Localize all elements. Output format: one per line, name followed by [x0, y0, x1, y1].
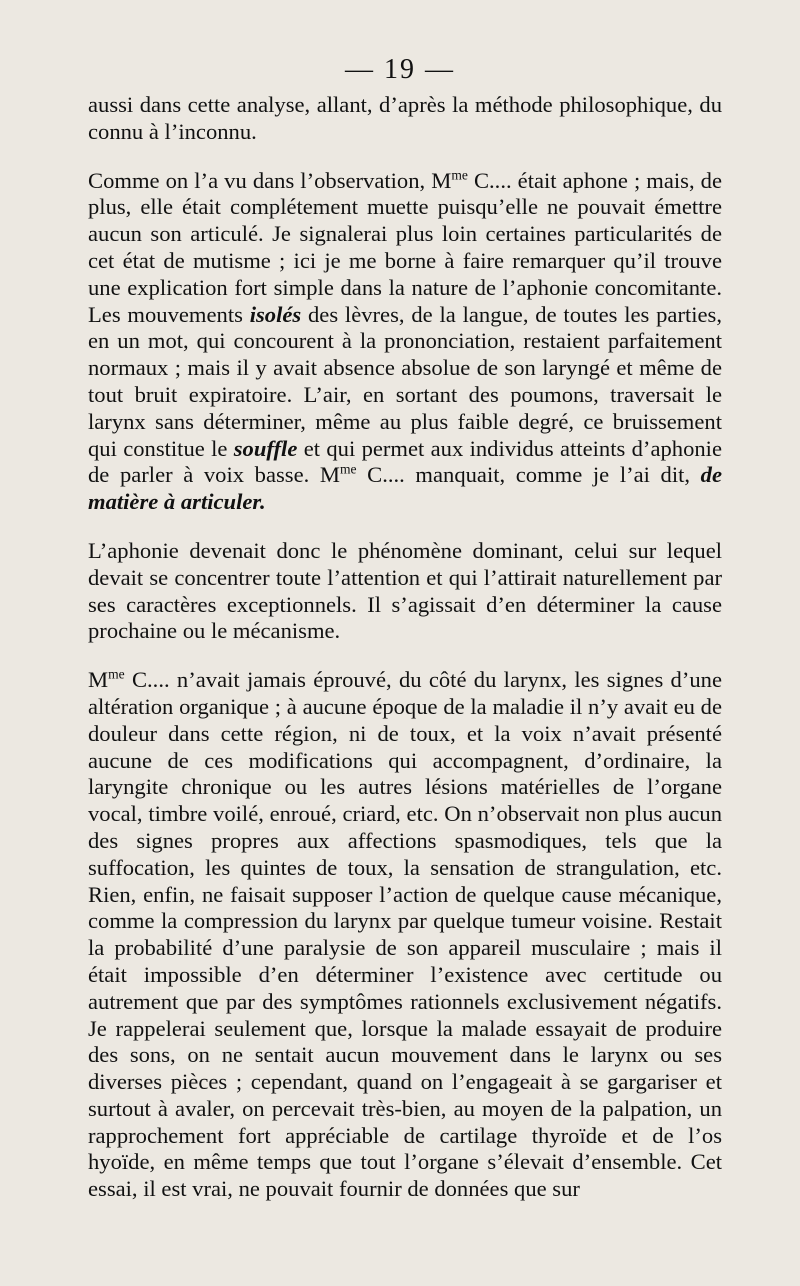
paragraph-2: [88, 168, 722, 516]
page-number: — 19 —: [345, 54, 455, 85]
paragraph-4-part-2: C.... n’avait jamais éprouvé, du côté du larynx, les signes d’une altération organique ; à aucune époque de la maladie il n’y avait eu de douleur dans cette région, ni de toux, et la voix n’avait présenté aucune de ces modifications qui accompagnent, d’ordinaire, la laryngite chronique ou les autres lésions matérielles de l’organe vocal, timbre voilé, enroué, criard, etc. On n’observait non plus aucun des signes propres aux affections spasmodiques, tels que la suffocation, les quintes de toux, la sensation de strangulation, etc. Rien, enfin, ne faisait supposer l’action de quelque cause mécanique, comme la compression du larynx par quelque tumeur voisine. Restait la probabilité d’une paralysie de son appareil musculaire ; mais il était impossible d’en déterminer l’existence avec certitude ou autrement que par des symptômes rationnels exclusivement négatifs. Je rappelerai seulement que, lorsque la malade essayait de produire des sons, on ne sentait aucun mouvement dans le larynx ou ses diverses pièces ; cependant, quand on l’engageait à se gargariser et surtout à avaler, on percevait très-bien, au moyen de la palpation, un rapprochement fort appréciable de cartilage thyroïde et de l’os hyoïde, en même temps que tout l’organe s’élevait d’ensemble. Cet essai, il est vrai, ne pouvait fournir de données que sur: [88, 667, 722, 1202]
italic-de-matiere-a-articuler: de matière à articuler.: [88, 462, 722, 515]
italic-souffle: souffle: [233, 435, 298, 461]
superscript-me-2: me: [339, 461, 357, 477]
paragraph-2-part-5: C.... manquait, comme je l’ai dit,: [356, 462, 701, 488]
paragraph-3: L’aphonie devenait donc le phénomène dominant, celui sur lequel devait se concentrer toute l’attention et qui l’attirait naturellement par ses caractères exceptionnels. Il s’agissait d’en déterminer la cause prochaine ou le mécanisme.: [88, 537, 722, 644]
paragraph-2-part-3: des lèvres, de la langue, de toutes les parties, en un mot, qui concourent à la prononciation, restaient parfaitement normaux ; mais il y avait absence absolue de son laryngé et même de tout bruit expiratoire. L’air, en sortant des poumons, traversait le larynx sans déterminer, même au plus faible degré, ce bruissement qui constitue le: [88, 301, 722, 461]
italic-isoles: isolés: [249, 301, 302, 327]
paragraph-2-part-2: C.... était aphone ; mais, de plus, elle était complétement muette puisqu’elle ne pouvait émettre aucun son articulé. Je signalerai plus loin certaines particularités de cet état de mutisme ; ici je me borne à faire remarquer qu’il trouve une explication fort simple dans la nature de l’aphonie concomitante. Les mouvements: [88, 167, 722, 327]
page-body: [88, 92, 722, 1203]
superscript-me-1: me: [451, 167, 468, 183]
paragraph-4: [88, 667, 722, 1203]
paragraph-1: aussi dans cette analyse, allant, d’après la méthode philosophique, du connu à l’inconnu.: [88, 92, 722, 144]
paragraph-4-part-1: M: [88, 667, 109, 693]
superscript-me-3: me: [108, 666, 125, 682]
paragraph-2-part-4: et qui permet aux individus atteints d’aphonie de parler à voix basse. M: [88, 435, 722, 488]
paragraph-2-part-1: Comme on l’a vu dans l’observation, M: [88, 167, 452, 193]
